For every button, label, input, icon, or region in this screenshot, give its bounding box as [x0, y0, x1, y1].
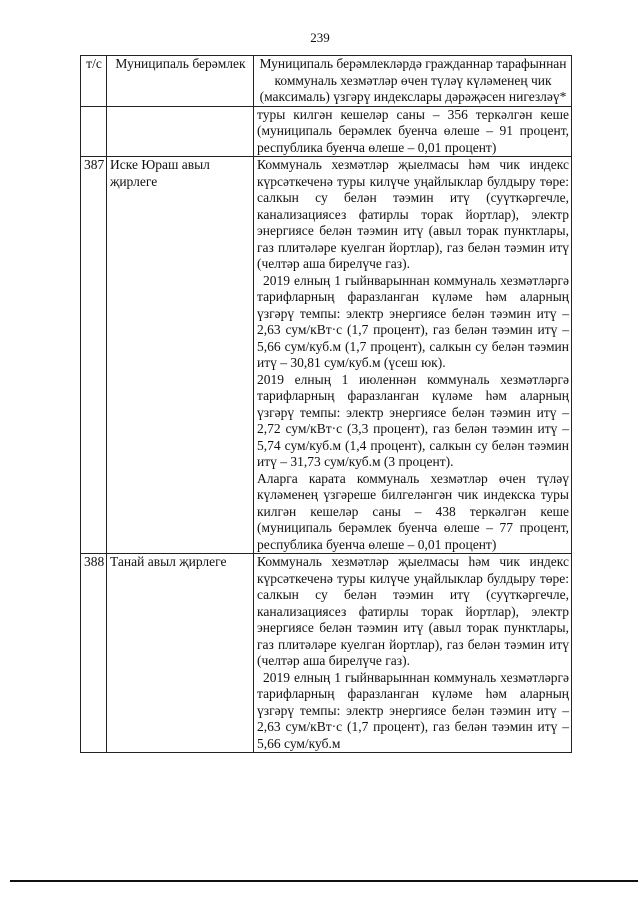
row-number: 387: [81, 157, 107, 554]
paragraph: Коммуналь хезмәтләр җыелмасы һәм чик индекс күрсәткеченә туры килүче уңайлыклар булдыру төре: салкын су белән тәэмин итү (суүткәргечле, канализациясез фатирлы торак йортлар), электр энергиясе белән тәэмин итү (авыл торак пунктлары, газ плитәләре куелган йортлар), газ белән тәэмин итү (челтәр аша бирелүче газ).: [257, 554, 569, 668]
paragraph: Аларга карата коммуналь хезмәтләр өчен түләү күләменең үзгәреше билгеләнгән чик индекска туры килгән кешеләр саны – 438 теркәлгән кеше (муниципаль берәмлек буенча өлеше – 77 процент, республика буенча өлеше – 0,01 процент): [257, 470, 569, 552]
continuation-text: туры килгән кешеләр саны – 356 теркәлгән кеше (муниципаль берәмлек буенча өлеше – 91 процент, республика буенча өлеше – 0,01 процент): [254, 106, 572, 157]
municipality-name: Танай авыл җирлеге: [107, 554, 254, 753]
page-bottom-border: [10, 880, 638, 882]
header-number: т/с: [81, 56, 107, 107]
table-row: [81, 157, 572, 554]
paragraph: 2019 елның 1 гыйнварыннан коммуналь хезмәтләргә тарифларның фаразланган күләме һәм аларның үзгәрү темпы: электр энергиясе белән тәэмин итү – 2,63 сум/кВт·с (1,7 процент), газ белән тәэмин итү – 5,66 сум/куб.м: [257, 669, 569, 751]
table-row: [81, 554, 572, 753]
header-municipality: Муниципаль берәмлек: [107, 56, 254, 107]
table-header-row: [81, 56, 572, 107]
row-description: [254, 157, 572, 554]
row-description: [254, 554, 572, 753]
row-number: 388: [81, 554, 107, 753]
paragraph: 2019 елның 1 гыйнварыннан коммуналь хезмәтләргә тарифларның фаразланган күләме һәм аларның үзгәрү темпы: электр энергиясе белән тәэмин итү – 2,63 сум/кВт·с (1,7 процент), газ белән тәэмин итү – 5,66 сум/куб.м (1,7 процент), салкын су белән тәэмин итү – 30,81 сум/куб.м (үсеш юк).: [257, 272, 569, 370]
tariff-index-table: [80, 55, 572, 753]
paragraph: Коммуналь хезмәтләр җыелмасы һәм чик индекс күрсәткеченә туры килүче уңайлыклар булдыру төре: салкын су белән тәэмин итү (суүткәргечле, канализациясез фатирлы торак йортлар), электр энергиясе белән тәэмин итү (авыл торак пунктлары, газ плитәләре куелган йортлар), газ белән тәэмин итү (челтәр аша бирелүче газ).: [257, 157, 569, 271]
header-index-justification: Муниципаль берәмлекләрдә гражданнар тарафыннан коммуналь хезмәтләр өчен түләү күләменең чик (максималь) үзгәрү индекслары дәрәҗәсен нигезләү*: [254, 56, 572, 107]
paragraph: 2019 елның 1 июленнән коммуналь хезмәтләргә тарифларның фаразланган күләме һәм аларның үзгәрү темпы: электр энергиясе белән тәэмин итү – 2,72 сум/кВт·с (3,3 процент), газ белән тәэмин итү – 5,74 сум/куб.м (1,4 процент), салкын су белән тәэмин итү – 31,73 сум/куб.м (3 процент).: [257, 371, 569, 469]
municipality-name: Иске Юраш авыл җирлеге: [107, 157, 254, 554]
table-row-continuation: [81, 106, 572, 157]
page-number: 239: [310, 30, 330, 45]
